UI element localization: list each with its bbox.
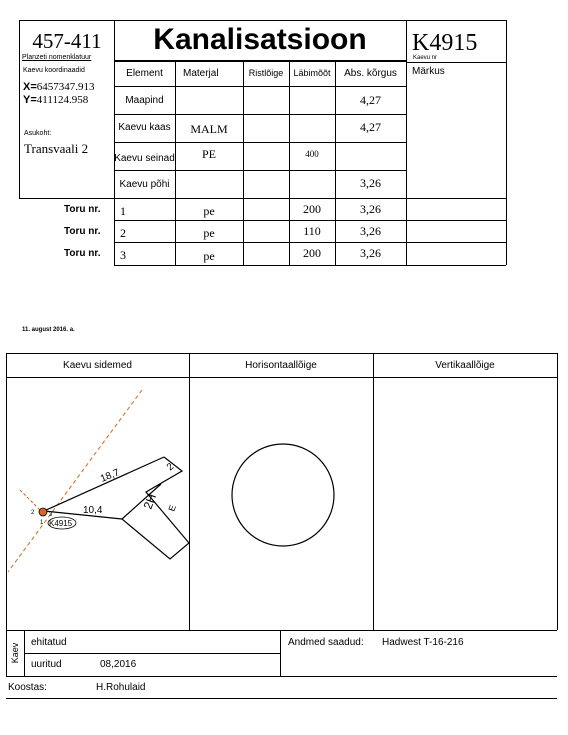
col-header-element: Element [126,67,163,79]
measured-value: 08,2016 [100,658,137,670]
author-value: H.Rohulaid [96,681,146,693]
col-header-diameter: Läbimõõt [293,68,331,78]
pipe-num: 1 [120,203,126,218]
dim-label-2: 10,4 [83,505,103,516]
nomenclature-value: 457-411 [32,28,102,53]
pipe-material: pe [203,203,215,218]
well-id: K4915 [412,29,478,56]
nomenclature-label: Planzeti nomenklatuur [22,54,92,61]
pipe-label: Toru nr. [64,225,101,237]
source-label: Andmed saadud: [288,636,364,648]
coord-x-label: X= [23,81,37,93]
coord-x-value: 6457347.913 [36,81,95,93]
pipe-diameter: 200 [303,201,321,216]
side-label: 2 [164,461,177,474]
coord-y [23,93,88,107]
col-header-notes: Märkus [412,65,445,77]
coord-y-label: Y= [23,94,37,106]
well-circle [232,444,334,546]
row-element: Kaevu põhi [119,178,170,190]
author-label: Koostas: [8,681,47,693]
coords-label: Kaevu koordinaadid [23,66,85,74]
address: Transvaali 2 [24,141,89,156]
pipe-height: 3,26 [360,201,381,216]
pipe-height: 3,26 [360,245,381,260]
pipe-label: Toru nr. [64,203,101,215]
panel-title-vertical: Vertikaallõige [435,360,495,371]
well-label: K4915 [49,519,73,528]
coord-x [23,80,95,94]
panel-title-ties: Kaevu sidemed [63,360,132,371]
pipe-material: pe [203,225,215,240]
location-sketch [6,378,189,630]
pipe-num: 2 [120,225,126,240]
footer-vertical-label: Kaev [10,642,20,664]
coord-y-value: 411124.958 [36,94,89,106]
measured-label: uuritud [31,658,62,670]
panel-title-horizontal: Horisontaallõige [245,360,317,371]
document-date: 11. august 2016. a. [22,327,75,333]
col-header-height: Abs. kõrgus [344,67,397,79]
col-header-material: Materjal [183,67,219,79]
dim-label-1: 18,7 [99,467,122,485]
row-material: MALM [190,121,228,136]
pipe-route-line-short [20,490,42,512]
row-element: Kaevu kaas [118,121,171,133]
examined-label: ehitatud [31,636,67,648]
building-sub-label: E [166,503,178,513]
horizontal-section [189,378,373,630]
pipe-num: 3 [120,247,126,262]
pipe-route-line [8,390,142,572]
row-height: 3,26 [360,175,381,190]
well-id-label: Kaevu nr [413,55,438,61]
address-label: Asukoht: [24,129,52,137]
row-height: 4,27 [360,119,381,134]
building-outline [122,457,189,559]
page-title: Kanalisatsioon [153,23,367,56]
col-header-cross: Ristlõige [248,68,284,78]
point-label-1: 1 [40,520,44,526]
pipe-diameter: 110 [303,223,321,238]
row-height: 4,27 [360,92,381,107]
row-diameter: 400 [305,149,319,159]
pipe-height: 3,26 [360,223,381,238]
building-label: 2H [140,491,160,512]
row-material: PE [201,146,216,161]
pipe-label: Toru nr. [64,247,101,259]
row-element: Maapind [125,94,164,106]
well-point [39,508,47,516]
source-value: Hadwest T-16-216 [382,636,464,648]
pipe-diameter: 200 [303,245,321,260]
point-label-3: 3 [49,512,53,518]
pipe-material: pe [203,248,215,263]
row-element: Kaevu seinad [114,152,175,164]
point-label-2: 2 [31,510,35,516]
